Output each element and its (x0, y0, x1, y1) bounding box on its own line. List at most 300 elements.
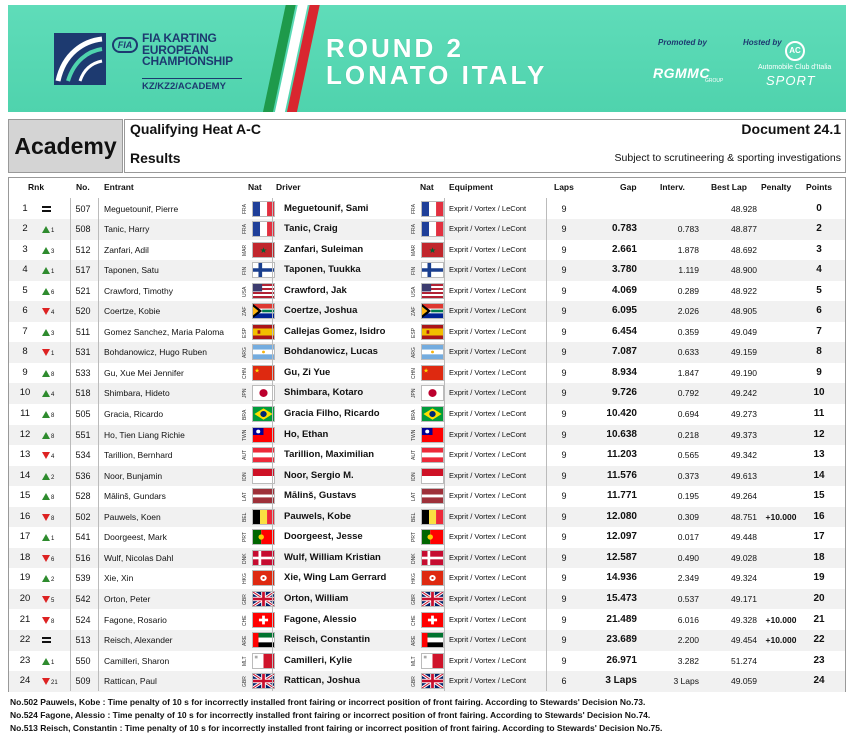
entrant-nat-code: DNK (242, 553, 248, 564)
kart-number: 512 (75, 244, 91, 255)
interval: 0.565 (677, 450, 699, 461)
equipment: Exprit / Vortex / LeCont (449, 450, 527, 460)
interval: 2.200 (677, 635, 699, 646)
entrant-name: Gu, Xue Mei Jennifer (104, 367, 184, 378)
position-change: 6 (42, 281, 66, 302)
rank: 12 (19, 428, 31, 440)
entrant-name: Tarillion, Bernhard (104, 450, 173, 461)
entrant-nat-code: TWN (242, 429, 248, 441)
driver-nat-code: MAR (411, 244, 417, 256)
laps: 9 (561, 655, 567, 666)
driver-name: Rattican, Joshua (284, 675, 361, 687)
best-lap: 48.751 (731, 511, 757, 522)
driver-nat-code: TWN (411, 429, 417, 441)
driver-name: Xie, Wing Lam Gerrard (284, 572, 387, 584)
position-up-icon (42, 493, 50, 500)
equipment: Exprit / Vortex / LeCont (449, 203, 527, 213)
penalty (761, 404, 801, 425)
round-title: ROUND 2 LONATO ITALY (326, 33, 548, 90)
entrant-nat-code: HKG (242, 573, 248, 585)
points: 11 (813, 408, 825, 419)
table-row (9, 199, 845, 220)
points: 14 (813, 469, 825, 481)
position-change: 8 (42, 486, 66, 507)
driver-name: Shimbara, Kotaro (284, 387, 364, 399)
position-change: 4 (42, 301, 66, 322)
entrant-name: Orton, Peter (104, 593, 151, 604)
best-lap: 49.242 (731, 388, 757, 399)
penalty: +10.000 (765, 635, 797, 646)
kart-number: 509 (75, 676, 91, 687)
laps: 9 (561, 306, 567, 317)
gap: 12.080 (606, 510, 637, 522)
position-change (42, 199, 66, 220)
session-subtitle: Results (130, 150, 181, 166)
table-row (9, 548, 845, 569)
kart-number: 531 (75, 347, 91, 358)
position-change: 5 (42, 589, 66, 610)
col-points: Points (806, 182, 832, 192)
championship-name: FIA KARTING EUROPEAN CHAMPIONSHIP (142, 31, 233, 68)
driver-flag-icon (421, 447, 444, 463)
laps: 9 (561, 552, 567, 563)
col-rnk: Rnk (28, 182, 45, 192)
best-lap: 51.274 (731, 655, 757, 666)
entrant-name: Meguetounif, Pierre (104, 203, 179, 214)
laps: 9 (561, 224, 567, 235)
column-divider (444, 198, 445, 691)
position-down-icon (42, 308, 50, 315)
position-up-icon (42, 432, 50, 439)
driver-name: Doorgeest, Jesse (284, 531, 363, 543)
interval: 1.847 (677, 367, 699, 378)
col-equipment: Equipment (449, 182, 493, 192)
entrant-name: Gomez Sanchez, Maria Paloma (104, 326, 224, 337)
rank: 23 (19, 654, 31, 666)
gap: 10.420 (606, 408, 637, 419)
best-lap: 49.328 (731, 614, 757, 625)
equipment: Exprit / Vortex / LeCont (449, 347, 527, 357)
driver-flag-icon (421, 365, 444, 381)
penalty: +10.000 (765, 511, 797, 522)
col-gap: Gap (620, 182, 637, 192)
position-up-icon (42, 267, 50, 274)
rank: 16 (19, 510, 31, 522)
interval: 2.026 (677, 306, 699, 317)
driver-name: Bohdanowicz, Lucas (284, 346, 378, 358)
col-no: No. (76, 182, 90, 192)
gap: 7.087 (611, 346, 637, 358)
kart-number: 528 (75, 491, 91, 502)
entrant-name: Shimbara, Hideto (104, 388, 170, 399)
best-lap: 49.342 (731, 450, 757, 461)
aci-logo-icon: AC (785, 41, 805, 61)
gap: 3.780 (611, 264, 637, 276)
driver-flag-icon (421, 632, 444, 648)
entrant-nat-code: ARG (242, 347, 248, 359)
rank: 21 (19, 613, 31, 625)
driver-nat-code: GBR (411, 676, 417, 688)
kart-number: 542 (75, 593, 91, 604)
document-number: Document 24.1 (741, 121, 841, 137)
driver-nat-code: MLT (411, 656, 417, 666)
best-lap: 48.922 (731, 285, 757, 296)
kart-number: 516 (75, 552, 91, 563)
gap: 11.203 (606, 449, 637, 461)
driver-flag-icon (421, 427, 444, 443)
host-sport: SPORT (766, 73, 816, 88)
position-down-icon (42, 349, 50, 356)
driver-nat-code: FRA (411, 224, 417, 235)
driver-name: Fagone, Alessio (284, 613, 357, 625)
driver-name: Crawford, Jak (284, 284, 347, 296)
equipment: Exprit / Vortex / LeCont (449, 409, 527, 418)
rank: 6 (22, 305, 28, 317)
penalty (761, 219, 801, 240)
interval: 3.282 (677, 655, 699, 666)
penalty (761, 322, 801, 343)
interval: 1.878 (677, 244, 699, 255)
driver-name: Gracia Filho, Ricardo (284, 408, 380, 419)
driver-nat-code: BEL (411, 512, 417, 522)
rank: 11 (20, 408, 30, 419)
gap: 10.638 (606, 428, 637, 440)
table-row (9, 425, 845, 446)
kart-number: 505 (75, 409, 91, 419)
gap: 26.971 (606, 654, 637, 666)
driver-nat-code: CHN (411, 367, 417, 379)
best-lap: 49.373 (731, 429, 757, 440)
position-change: 6 (42, 548, 66, 569)
rank: 1 (22, 202, 28, 214)
entrant-name: Wulf, Nicolas Dahl (104, 552, 174, 563)
col-driver: Driver (276, 182, 301, 192)
equipment: Exprit / Vortex / LeCont (449, 593, 527, 603)
fia-logo: FIA (112, 37, 138, 53)
entrant-nat-code: MLT (242, 656, 248, 666)
points: 22 (813, 634, 825, 646)
points: 23 (813, 654, 825, 666)
driver-flag-icon (421, 283, 444, 299)
position-down-icon (42, 452, 50, 459)
position-change: 8 (42, 610, 66, 631)
points: 13 (813, 449, 825, 461)
equipment: Exprit / Vortex / LeCont (449, 388, 527, 398)
driver-nat-code: ESP (411, 327, 417, 338)
driver-name: Zanfari, Suleiman (284, 243, 364, 255)
position-change: 8 (42, 363, 66, 384)
best-lap: 49.028 (731, 552, 757, 563)
entrant-name: Bohdanowicz, Hugo Ruben (104, 347, 208, 358)
position-same-icon (42, 637, 51, 643)
table-row (9, 404, 845, 425)
driver-flag-icon (421, 385, 444, 401)
equipment: Exprit / Vortex / LeCont (449, 224, 527, 234)
equipment: Exprit / Vortex / LeCont (449, 676, 527, 686)
col-laps: Laps (554, 182, 574, 192)
best-lap: 49.454 (731, 635, 757, 646)
best-lap: 48.877 (731, 224, 757, 235)
position-down-icon (42, 596, 50, 603)
position-change: 3 (42, 322, 66, 343)
promoter-logo: RGMMC (653, 65, 710, 81)
penalty: +10.000 (765, 614, 797, 625)
best-lap: 49.273 (731, 409, 757, 419)
laps: 9 (561, 491, 567, 502)
interval: 0.017 (677, 532, 699, 543)
driver-flag-icon (421, 550, 444, 566)
position-change: 4 (42, 445, 66, 466)
entrant-nat-code: BRA (242, 409, 248, 420)
kart-number: 539 (75, 573, 91, 584)
driver-flag-icon (421, 673, 444, 689)
best-lap: 49.059 (731, 676, 757, 687)
entrant-name: Doorgeest, Mark (104, 532, 167, 543)
gap: 11.771 (606, 490, 637, 502)
table-row (9, 219, 845, 240)
laps: 9 (561, 511, 567, 522)
kart-number: 534 (75, 450, 91, 461)
best-lap: 49.448 (731, 532, 757, 543)
position-up-icon (42, 288, 50, 295)
laps: 9 (561, 593, 567, 604)
points: 24 (813, 675, 825, 687)
entrant-name: Zanfari, Adil (104, 244, 149, 255)
interval: 0.218 (677, 429, 699, 440)
equipment: Exprit / Vortex / LeCont (449, 470, 527, 480)
position-up-icon (42, 247, 50, 254)
driver-nat-code: USA (411, 286, 417, 297)
best-lap: 49.159 (731, 347, 757, 358)
italian-flag-stripes (252, 5, 330, 112)
entrant-nat-code: FIN (242, 266, 248, 275)
laps: 9 (561, 347, 567, 358)
points: 15 (813, 490, 825, 502)
points: 16 (813, 510, 825, 522)
entrant-nat-code: ZAF (242, 307, 248, 317)
laps: 6 (561, 676, 567, 687)
equipment: Exprit / Vortex / LeCont (449, 265, 527, 275)
position-change: 1 (42, 527, 66, 548)
kart-number: 550 (75, 655, 91, 666)
col-nat2: Nat (420, 182, 434, 192)
penalty (761, 651, 801, 672)
divider (142, 78, 242, 79)
rank: 5 (22, 284, 28, 296)
driver-flag-icon (421, 468, 444, 484)
interval: 0.783 (677, 224, 699, 235)
penalty (761, 568, 801, 589)
equipment: Exprit / Vortex / LeCont (449, 306, 527, 316)
best-lap: 49.049 (731, 326, 757, 337)
driver-flag-icon (421, 612, 444, 628)
driver-name: Coertze, Joshua (284, 305, 358, 317)
penalty (761, 671, 801, 692)
driver-flag-icon (421, 344, 444, 360)
position-up-icon (42, 370, 50, 377)
rank: 19 (19, 572, 31, 584)
driver-nat-code: FRA (411, 204, 417, 214)
driver-flag-icon (421, 324, 444, 340)
driver-name: Orton, William (284, 592, 349, 604)
laps: 9 (561, 388, 567, 399)
rank: 4 (22, 264, 28, 276)
points: 7 (816, 325, 822, 337)
entrant-name: Coertze, Kobie (104, 306, 161, 317)
note-line: No.524 Fagone, Alessio : Time penalty of 10 s for incorrectly installed front fairing or incorrect position of front fairing. According to Stewards' Decision No.74. (10, 710, 651, 720)
entrant-name: Rattican, Paul (104, 676, 157, 687)
document-note: Subject to scrutineering & sporting investigations (614, 152, 841, 164)
gap (579, 199, 637, 220)
gap: 8.934 (611, 366, 637, 378)
interval: 0.490 (677, 552, 699, 563)
rank: 13 (19, 449, 31, 461)
rank: 7 (22, 325, 28, 337)
table-row (9, 342, 845, 363)
rank: 2 (22, 223, 28, 235)
entrant-name: Camilleri, Sharon (104, 655, 170, 666)
driver-name: Mālinš, Gustavs (284, 490, 357, 502)
host-name: Automobile Club d'Italia (758, 64, 832, 71)
position-change: 1 (42, 342, 66, 363)
interval: 1.119 (678, 265, 699, 276)
laps: 9 (561, 203, 567, 214)
col-entrant: Entrant (104, 182, 134, 192)
position-change: 3 (42, 240, 66, 261)
laps: 9 (561, 450, 567, 461)
entrant-name: Fagone, Rosario (104, 614, 167, 625)
penalty (761, 486, 801, 507)
driver-nat-code: ARG (411, 347, 417, 359)
points: 4 (816, 264, 822, 276)
position-up-icon (42, 390, 50, 397)
driver-name: Reisch, Constantin (284, 634, 371, 646)
driver-name: Gu, Zi Yue (284, 366, 331, 378)
table-row (9, 466, 845, 487)
equipment: Exprit / Vortex / LeCont (449, 511, 527, 521)
entrant-nat-code: USA (242, 286, 248, 297)
position-down-icon (42, 514, 50, 521)
equipment: Exprit / Vortex / LeCont (449, 285, 527, 295)
column-divider (70, 198, 71, 691)
driver-nat-code: GBR (411, 594, 417, 605)
driver-name: Wulf, William Kristian (284, 551, 381, 563)
penalty (761, 445, 801, 466)
equipment: Exprit / Vortex / LeCont (449, 635, 527, 645)
promoted-by-label: Promoted by (658, 38, 707, 47)
entrant-name: Xie, Xin (104, 573, 134, 584)
entrant-name: Taponen, Satu (104, 265, 159, 276)
column-divider (546, 198, 547, 691)
points: 3 (816, 243, 822, 255)
rank: 3 (22, 243, 28, 255)
driver-nat-code: CHE (411, 614, 417, 626)
table-row (9, 671, 845, 692)
entrant-nat-code: LAT (242, 492, 248, 502)
entrant-nat-code: GBR (242, 676, 248, 688)
class-list: KZ/KZ2/ACADEMY (142, 81, 226, 92)
points: 17 (813, 531, 825, 543)
gap: 6.454 (611, 325, 637, 337)
entrant-name: Ho, Tien Liang Richie (104, 429, 185, 440)
equipment: Exprit / Vortex / LeCont (449, 491, 527, 501)
equipment: Exprit / Vortex / LeCont (449, 532, 527, 542)
position-up-icon (42, 658, 50, 665)
table-row (9, 507, 845, 528)
position-change: 1 (42, 260, 66, 281)
svg-text:★: ★ (259, 245, 268, 255)
interval: 0.289 (677, 285, 699, 296)
entrant-name: Crawford, Timothy (104, 285, 173, 296)
driver-flag-icon (421, 262, 444, 278)
track-logo-icon (54, 33, 106, 85)
position-change (42, 630, 66, 651)
kart-number: 551 (75, 429, 91, 440)
points: 12 (813, 428, 825, 440)
gap: 21.489 (606, 613, 637, 625)
table-row (9, 322, 845, 343)
penalty (761, 363, 801, 384)
position-up-icon (42, 411, 50, 418)
points: 10 (813, 387, 825, 399)
kart-number: 502 (75, 511, 91, 522)
gap: 0.783 (611, 223, 637, 235)
entrant-nat-code: ESP (242, 327, 248, 338)
equipment: Exprit / Vortex / LeCont (449, 429, 527, 439)
penalty (761, 301, 801, 322)
driver-nat-code: BRA (411, 409, 417, 420)
interval: 0.309 (677, 511, 699, 522)
points: 20 (813, 592, 825, 604)
gap: 6.095 (611, 305, 637, 317)
table-row (9, 240, 845, 261)
penalty (761, 425, 801, 446)
best-lap: 49.324 (731, 573, 757, 584)
position-up-icon (42, 534, 50, 541)
driver-nat-code: FIN (411, 266, 417, 275)
entrant-name: Noor, Bunjamin (104, 470, 163, 481)
entrant-nat-code: ARE (242, 635, 248, 646)
category-label: Academy (8, 119, 123, 173)
note-line: No.502 Pauwels, Kobe : Time penalty of 10 s for incorrectly installed front fairing or incorrect position of front fairing. According to Stewards' Decision No.73. (10, 697, 646, 707)
svg-text:★: ★ (254, 367, 260, 375)
points: 5 (816, 284, 822, 296)
penalty (761, 281, 801, 302)
points: 0 (816, 202, 822, 214)
laps: 9 (561, 285, 567, 296)
kart-number: 518 (75, 388, 91, 399)
col-nat: Nat (248, 182, 262, 192)
points: 21 (813, 613, 825, 625)
rank: 17 (19, 531, 31, 543)
points: 18 (813, 551, 825, 563)
best-lap: 49.264 (731, 491, 757, 502)
driver-nat-code: DNK (411, 553, 417, 564)
penalty (761, 383, 801, 404)
equipment: Exprit / Vortex / LeCont (449, 552, 527, 562)
position-change: 2 (42, 568, 66, 589)
interval: 0.537 (677, 593, 699, 604)
driver-flag-icon (421, 488, 444, 504)
equipment: Exprit / Vortex / LeCont (449, 244, 527, 254)
event-banner (8, 5, 846, 112)
equipment: Exprit / Vortex / LeCont (449, 367, 527, 377)
best-lap: 49.613 (731, 470, 757, 481)
equipment: Exprit / Vortex / LeCont (449, 326, 527, 336)
laps: 9 (561, 532, 567, 543)
interval (649, 199, 699, 220)
laps: 9 (561, 429, 567, 440)
